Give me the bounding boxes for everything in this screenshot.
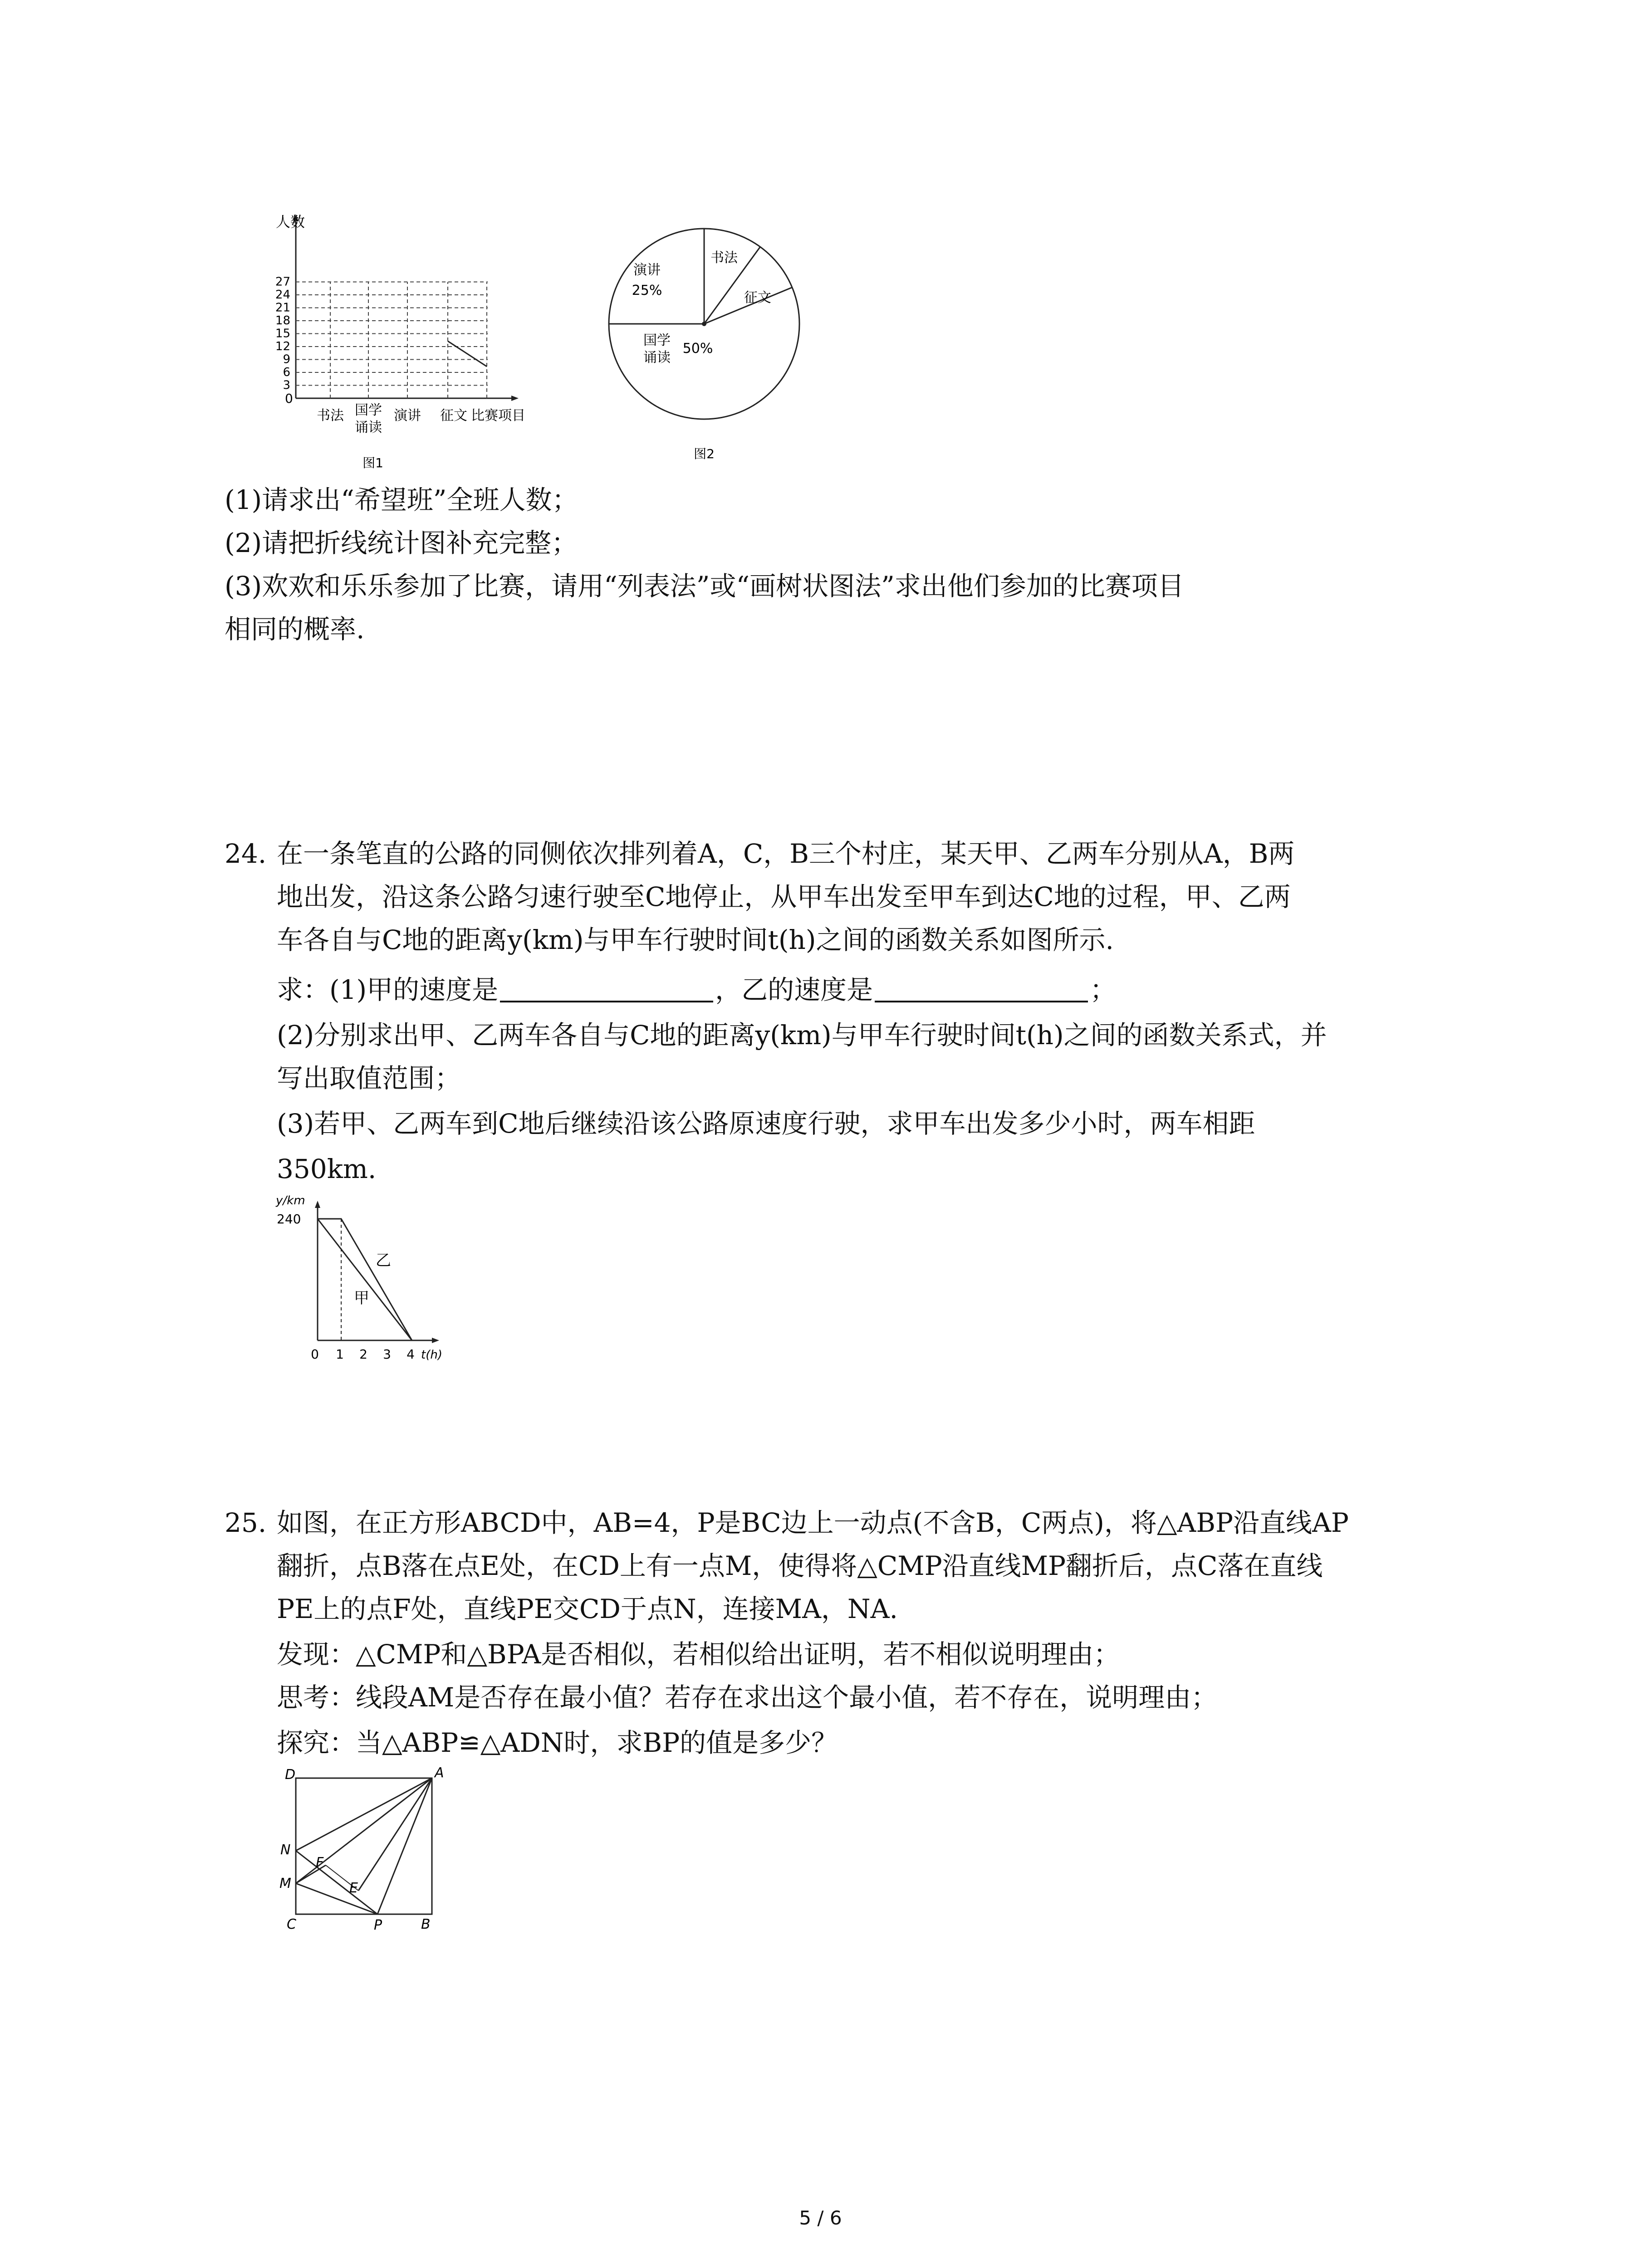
- q24-distance-time-graph: [268, 1191, 467, 1372]
- q24-line-4a: 求：(1)甲的速度是: [277, 974, 499, 1005]
- fig1-caption: 图1: [362, 455, 383, 470]
- q25-point-p: P: [374, 1917, 382, 1933]
- fig1-cat-songdu: 诵读: [355, 420, 382, 435]
- q24-line-3: 车各自与C地的距离y(km)与甲车行驶时间t(h)之间的函数关系如图所示.: [277, 924, 1114, 955]
- q25-line-an: [296, 1778, 432, 1851]
- q24-x-arrow: [432, 1338, 439, 1343]
- fig2-caption: 图2: [694, 446, 715, 461]
- q24-blank-yi-speed[interactable]: [875, 976, 1088, 1002]
- q24-y-arrow: [315, 1201, 320, 1208]
- q25-square-figure: [268, 1765, 458, 1937]
- page-number: 5 / 6: [799, 2207, 842, 2229]
- q25-square-abcd: [296, 1778, 432, 1914]
- q24-line-1: 在一条笔直的公路的同侧依次排列着A，C，B三个村庄，某天甲、乙两车分别从A，B两: [277, 838, 1295, 869]
- q24-number: 24.: [225, 838, 267, 869]
- q24-x-tick-3: 3: [383, 1347, 391, 1362]
- q23-line-3: (3)欢欢和乐乐参加了比赛，请用“列表法”或“画树状图法”求出他们参加的比赛项目: [225, 571, 1184, 601]
- q24-y-240: 240: [277, 1212, 301, 1227]
- q25-line-6: 探究：当△ABP≌△ADN时，求BP的值是多少？: [277, 1727, 838, 1758]
- fig1-y-tick-label: 21: [275, 301, 290, 315]
- q25-line-4: 发现：△CMP和△BPA是否相似，若相似给出证明，若不相似说明理由；: [277, 1639, 1120, 1670]
- fig1-y-tick-label: 12: [275, 340, 290, 353]
- q24-label-yi: 乙: [376, 1251, 391, 1270]
- fig1-x-label: 比赛项目: [471, 408, 525, 424]
- fig2-center-dot: [702, 322, 706, 326]
- q23-line-2: (2)请把折线统计图补充完整；: [225, 528, 578, 558]
- q25-line-1: 如图，在正方形ABCD中，AB=4，P是BC边上一动点(不含B，C两点)，将△ABP沿直线AP: [277, 1507, 1349, 1538]
- fig2-pie-chart: [603, 227, 812, 472]
- q25-line-ae: [358, 1778, 432, 1891]
- q24-x-tick-0: 0: [311, 1347, 319, 1362]
- q25-line-3: PE上的点F处，直线PE交CD于点N，连接MA，NA.: [277, 1593, 898, 1624]
- q25-line-pn: [296, 1851, 377, 1914]
- fig1-grid: [296, 282, 488, 399]
- fig1-y-tick-label: 6: [283, 366, 290, 379]
- q24-line-2: 地出发，沿这条公路匀速行驶至C地停止，从甲车出发至甲车到达C地的过程，甲、乙两: [277, 881, 1291, 912]
- fig1-y-ticks: [275, 275, 290, 392]
- fig1-y-label: 人数: [276, 213, 305, 230]
- q24-line-4c: ；: [1090, 974, 1117, 1005]
- q25-point-b: B: [421, 1916, 431, 1932]
- q25-point-d: D: [285, 1767, 296, 1783]
- fig1-y-tick-label: 18: [275, 314, 290, 327]
- fig1-y-tick-label: 9: [283, 352, 290, 367]
- fig1-origin: 0: [285, 391, 293, 406]
- q24-x-tick-4: 4: [407, 1347, 415, 1362]
- fig1-x-arrow: [511, 396, 519, 401]
- fig2-pct-guoxue: 50%: [682, 341, 713, 357]
- q25-point-e: E: [349, 1880, 358, 1896]
- q24-y-label: y/km: [276, 1194, 305, 1207]
- q24-label-jia: 甲: [354, 1289, 369, 1307]
- q24-line-5: (2)分别求出甲、乙两车各自与C地的距离y(km)与甲车行驶时间t(h)之间的函数关系式，并: [277, 1020, 1327, 1051]
- q25-line-5: 思考：线段AM是否存在最小值？若存在求出这个最小值，若不存在，说明理由；: [277, 1682, 1218, 1713]
- q25-point-n: N: [280, 1842, 291, 1858]
- fig1-cat-zhengwen: 征文: [440, 408, 467, 424]
- fig1-y-tick-label: 15: [275, 327, 290, 341]
- fig2-label-guoxue: 国学: [643, 332, 671, 348]
- q24-line-4: [277, 966, 1479, 1013]
- fig2-pct-speech: 25%: [632, 283, 662, 298]
- fig1-y-tick-label: 3: [283, 378, 290, 392]
- fig1-y-tick-label: 24: [275, 288, 290, 302]
- q25-line-mp: [296, 1883, 377, 1914]
- q25-point-c: C: [287, 1916, 296, 1932]
- q25-point-m: M: [279, 1876, 291, 1892]
- q24-line-4b: ，乙的速度是: [715, 974, 873, 1005]
- q24-x-label: t(h): [421, 1348, 442, 1362]
- q23-line-1: (1)请求出“希望班”全班人数；: [225, 484, 578, 515]
- q24-x-tick-1: 1: [336, 1347, 344, 1362]
- fig2-label-speech: 演讲: [633, 262, 661, 278]
- fig1-y-tick-label: 27: [275, 275, 290, 289]
- fig1-line-chart: [254, 204, 599, 472]
- q24-series-lines: [318, 1219, 412, 1340]
- q25-number: 25.: [225, 1507, 267, 1538]
- q24-blank-jia-speed[interactable]: [500, 976, 713, 1002]
- fig2-label-songdu: 诵读: [643, 350, 671, 366]
- fig1-cat-guoxue: 国学: [355, 402, 382, 418]
- q25-point-f: F: [316, 1855, 324, 1871]
- q23-line-4: 相同的概率.: [225, 614, 365, 645]
- q25-line-2: 翻折，点B落在点E处，在CD上有一点M，使得将△CMP沿直线MP翻折后，点C落在直线: [277, 1550, 1323, 1581]
- fig2-label-calligraphy: 书法: [710, 250, 738, 266]
- q24-line-6: 写出取值范围；: [277, 1063, 461, 1094]
- q24-series-jia: [318, 1219, 412, 1340]
- fig2-label-essay: 征文: [744, 290, 771, 306]
- q25-point-a: A: [435, 1765, 444, 1781]
- fig1-cat-yanjiang: 演讲: [394, 408, 421, 424]
- q24-line-7: (3)若甲、乙两车到C地后继续沿该公路原速度行驶，求甲车出发多少小时，两车相距: [277, 1108, 1255, 1139]
- q24-line-8: 350km.: [277, 1154, 377, 1184]
- fig1-cat-shufa: 书法: [317, 408, 344, 424]
- q24-x-tick-2: 2: [359, 1347, 367, 1362]
- fig1-partial-line: [448, 341, 487, 367]
